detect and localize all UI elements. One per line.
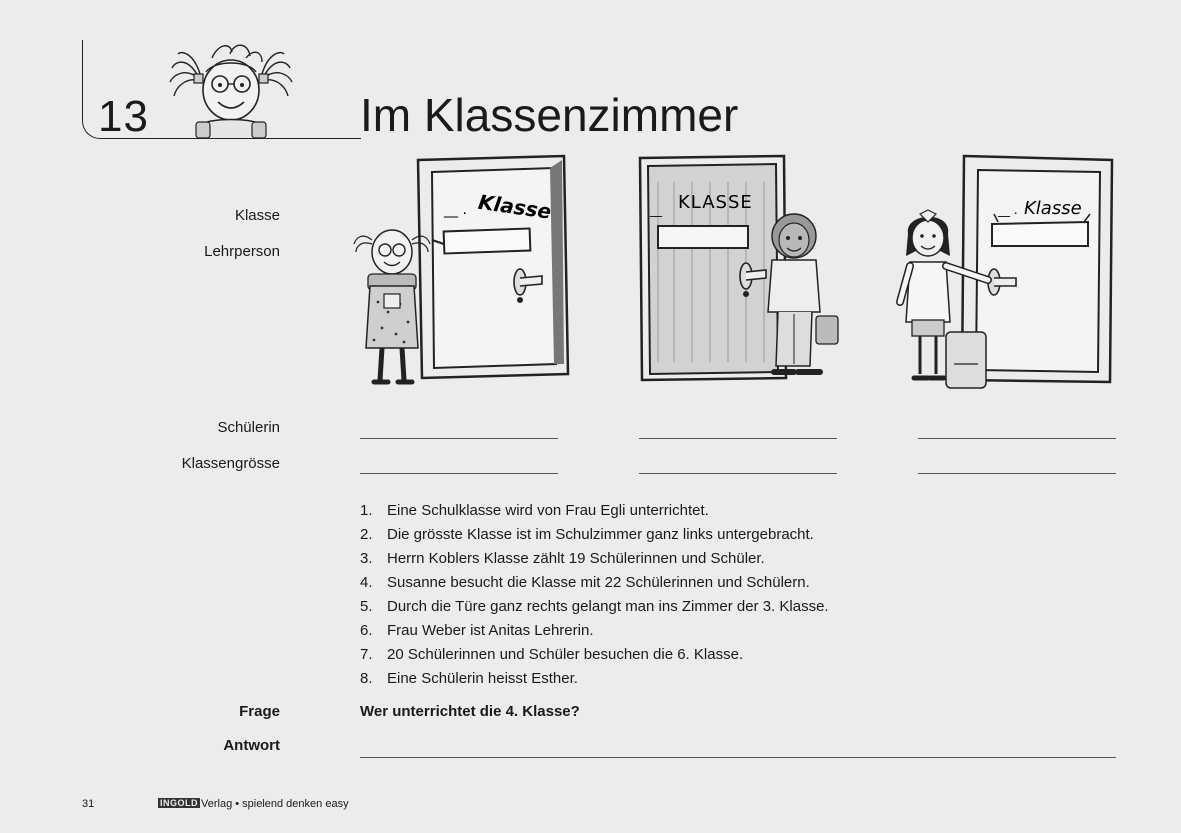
svg-text:__ .: __ .	[444, 202, 467, 218]
label-antwort: Antwort	[223, 737, 280, 754]
clue-item: 8. Eine Schülerin heisst Esther.	[360, 670, 578, 687]
mascot-girl-icon	[168, 38, 298, 140]
page-title: Im Klassenzimmer	[360, 89, 739, 141]
door-illustration	[640, 156, 786, 380]
answer-line-groesse-1[interactable]	[360, 473, 558, 474]
answer-line-schuelerin-2[interactable]	[639, 438, 837, 439]
clue-item: 7. 20 Schülerinnen und Schüler besuchen die 6. Klasse.	[360, 646, 744, 663]
label-schuelerin: Schülerin	[217, 419, 280, 436]
answer-line-antwort[interactable]	[360, 757, 1116, 758]
door-sign-text: Klasse	[476, 189, 553, 224]
clue-item: 2. Die grösste Klasse ist im Schulzimmer ganz links untergebracht.	[360, 526, 814, 543]
exercise-number: 13	[98, 92, 149, 141]
question-text: Wer unterrichtet die 4. Klasse?	[360, 703, 580, 720]
door-sign-text: KLASSE	[678, 192, 753, 213]
answer-line-schuelerin-3[interactable]	[918, 438, 1116, 439]
answer-line-schuelerin-1[interactable]	[360, 438, 558, 439]
label-lehrperson: Lehrperson	[204, 243, 280, 260]
svg-text:__ .: __ .	[998, 203, 1018, 217]
page-number: 31	[82, 798, 95, 810]
door-scene-middle	[634, 152, 844, 388]
svg-text:__: __	[650, 203, 662, 217]
label-frage: Frage	[239, 703, 280, 720]
clue-list	[360, 499, 829, 691]
clue-item: 5. Durch die Türe ganz rechts gelangt man ins Zimmer der 3. Klasse.	[360, 598, 829, 615]
door-scene-right	[894, 152, 1130, 402]
clue-item: 3. Herrn Koblers Klasse zählt 19 Schülerinnen und Schüler.	[360, 550, 765, 567]
door-sign-text: Klasse	[1024, 198, 1082, 219]
door-illustration	[418, 156, 568, 378]
publisher-credit	[158, 798, 349, 810]
label-klassengroesse: Klassengrösse	[181, 455, 280, 472]
answer-line-groesse-3[interactable]	[918, 473, 1116, 474]
boy-curly-figure	[768, 214, 838, 372]
clue-item: 4. Susanne besucht die Klasse mit 22 Schülerinnen und Schülern.	[360, 574, 810, 591]
answer-line-groesse-2[interactable]	[639, 473, 837, 474]
door-scene-left	[352, 152, 578, 396]
publisher-text: Verlag • spielend denken easy	[201, 798, 349, 810]
publisher-logo: INGOLD	[160, 798, 198, 808]
clue-item: 1. Eine Schulklasse wird von Frau Egli unterrichtet.	[360, 502, 709, 519]
clue-item: 6. Frau Weber ist Anitas Lehrerin.	[360, 622, 594, 639]
label-klasse: Klasse	[234, 207, 280, 224]
